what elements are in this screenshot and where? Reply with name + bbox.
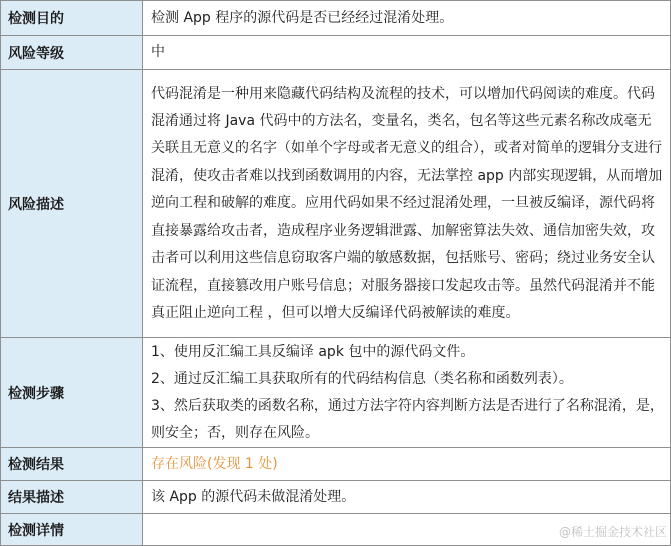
label-steps: 检测步骤	[1, 338, 143, 448]
row-result	[1, 448, 671, 481]
row-risk-level	[1, 36, 671, 70]
value-result-description: 该 App 的源代码未做混淆处理。	[143, 481, 671, 514]
step-item: 2、通过反汇编工具获取所有的代码结构信息（类名称和函数列表）。	[151, 370, 573, 387]
label-detail: 检测详情	[1, 514, 143, 546]
value-purpose: 检测 App 程序的源代码是否已经经过混淆处理。	[143, 1, 671, 36]
watermark-text: @稀土掘金技术社区	[558, 525, 667, 539]
value-result-status: 存在风险(发现 1 处)	[143, 448, 671, 481]
label-result-description: 结果描述	[1, 481, 143, 514]
label-risk-level: 风险等级	[1, 36, 143, 70]
label-result: 检测结果	[1, 448, 143, 481]
step-item: 3、然后获取类的函数名称，通过方法字符内容判断方法是否进行了名称混淆，是，则安全；否，则存在风险。	[151, 397, 664, 441]
risk-description-text: 代码混淆是一种用来隐藏代码结构及流程的技术，可以增加代码阅读的难度。代码混淆通过将 Java 代码中的方法名，变量名，类名，包名等这些元素名称改成毫无关联且无意义的名字（如单个字母或者无意义的组合），或者对简单的逻辑分支进行混淆，使攻击者难以找到函数调用的内容，无法掌控 app 内部实现逻辑，从而增加逆向工程和破解的难度。应用代码如果不经过混淆处理，一旦被反编译，源代码将直接暴露给攻击者，造成程序业务逻辑泄露、加解密算法失效、通信加密失效，攻击者可以利用这些信息窃取客户端的敏感数据，包括账号、密码；绕过业务安全认证流程，直接篡改用户账号信息；对服务器接口发起攻击等。虽然代码混淆并不能真正阻止逆向工程 ，但可以增大反编译代码被解读的难度。	[151, 85, 663, 321]
row-risk-description	[1, 70, 671, 338]
step-item: 1、使用反汇编工具反编译 apk 包中的源代码文件。	[151, 343, 475, 360]
label-risk-description: 风险描述	[1, 70, 143, 338]
row-steps	[1, 338, 671, 448]
value-risk-level: 中	[143, 36, 671, 70]
value-steps-cell	[143, 338, 671, 448]
row-result-description	[1, 481, 671, 514]
label-purpose: 检测目的	[1, 1, 143, 36]
row-purpose	[1, 1, 671, 36]
value-risk-description-cell	[143, 70, 671, 338]
